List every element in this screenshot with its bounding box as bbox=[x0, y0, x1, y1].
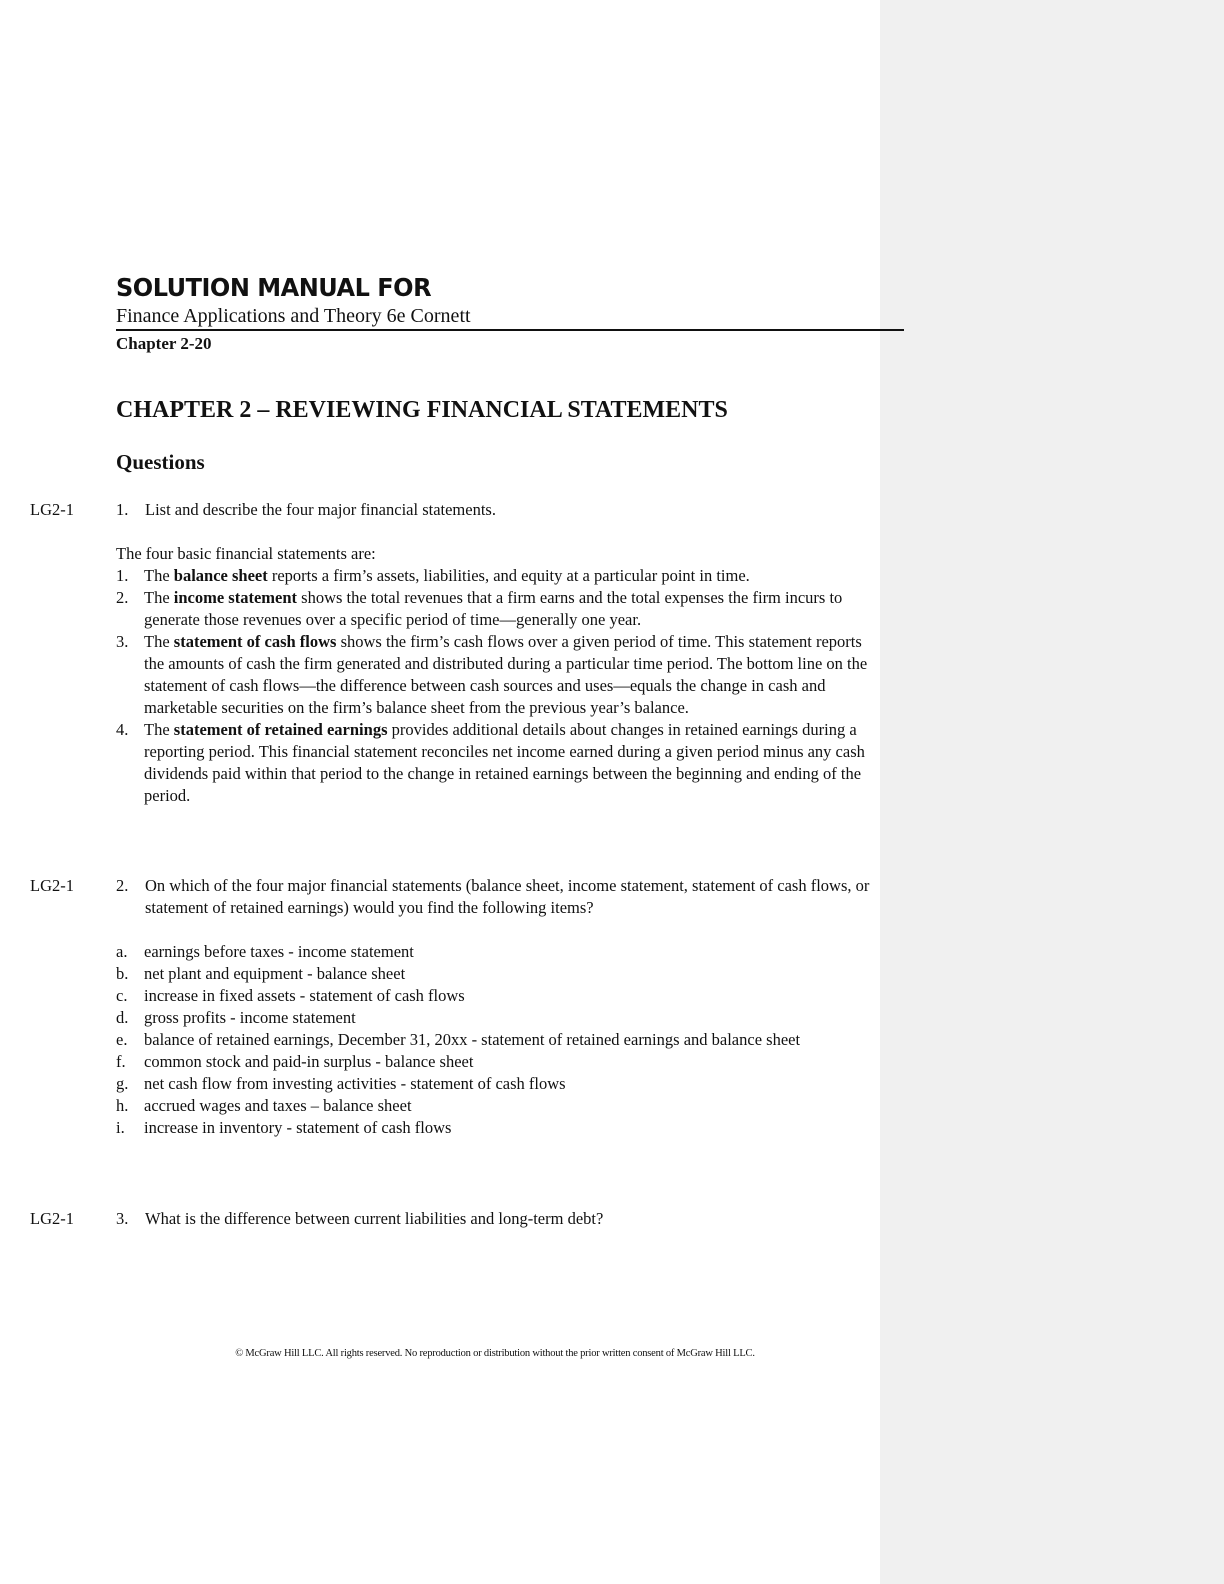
item-description: shows the firm’s cash flows over a given period of time. This statement reports the amounts of cash the firm generated and distributed during a particular time period. The bottom line on the statement of cash flows—the difference between cash sources and uses—equals the change in cash and marketable securities on the firm’s balance sheet from the previous year’s balance. bbox=[144, 632, 868, 717]
item-description: shows the total revenues that a firm earns and the total expenses the firm incurs to generate those revenues over a specific period of time—generally one year. bbox=[144, 588, 843, 629]
list-item bbox=[116, 631, 876, 719]
question-text: What is the difference between current liabilities and long-term debt? bbox=[145, 1209, 604, 1228]
list-item bbox=[116, 1051, 876, 1073]
item-text: common stock and paid-in surplus - balance sheet bbox=[144, 1052, 474, 1071]
term-income-statement: income statement bbox=[173, 588, 298, 607]
list-marker: b. bbox=[116, 964, 129, 983]
list-item bbox=[116, 1095, 876, 1117]
list-marker: i. bbox=[116, 1118, 125, 1137]
item-text: balance of retained earnings, December 31, 20xx - statement of retained earnings and balance sheet bbox=[144, 1030, 801, 1049]
copyright-footer: © McGraw Hill LLC. All rights reserved. No reproduction or distribution without the prior written consent of McGraw Hill LLC. bbox=[235, 1348, 755, 1359]
item-prefix: The bbox=[144, 566, 174, 585]
item-text: increase in fixed assets - statement of cash flows bbox=[144, 986, 465, 1005]
item-description: reports a firm’s assets, liabilities, and equity at a particular point in time. bbox=[267, 566, 750, 585]
answer-list bbox=[116, 941, 876, 1139]
item-prefix: The bbox=[144, 720, 174, 739]
item-text: accrued wages and taxes – balance sheet bbox=[144, 1096, 412, 1115]
list-item bbox=[116, 1029, 876, 1051]
answer-intro: The four basic financial statements are: bbox=[116, 544, 376, 563]
comment-pane bbox=[880, 0, 1224, 1584]
item-text: earnings before taxes - income statement bbox=[144, 942, 414, 961]
list-item bbox=[116, 1007, 876, 1029]
document-header bbox=[116, 272, 906, 328]
learning-goal-label: LG2-1 bbox=[30, 500, 74, 519]
learning-goal-label: LG2-1 bbox=[30, 1209, 74, 1228]
question-number: 3. bbox=[116, 1209, 129, 1228]
answer-list bbox=[116, 565, 876, 807]
item-prefix: The bbox=[144, 632, 174, 651]
list-marker: d. bbox=[116, 1008, 129, 1027]
learning-goal-label: LG2-1 bbox=[30, 876, 74, 895]
item-text: net plant and equipment - balance sheet bbox=[144, 964, 406, 983]
question-text: On which of the four major financial statements (balance sheet, income statement, statement of cash flows, or statement of retained earnings) would you find the following items? bbox=[145, 876, 870, 917]
item-text: net cash flow from investing activities - statement of cash flows bbox=[144, 1074, 566, 1093]
item-prefix: The bbox=[144, 588, 174, 607]
item-text: increase in inventory - statement of cash flows bbox=[144, 1118, 452, 1137]
question-text: List and describe the four major financial statements. bbox=[145, 500, 496, 519]
list-marker: 4. bbox=[116, 720, 129, 739]
list-marker: 3. bbox=[116, 632, 129, 651]
list-item bbox=[116, 719, 876, 807]
list-item bbox=[116, 985, 876, 1007]
book-title: Finance Applications and Theory 6e Cornett bbox=[116, 305, 471, 327]
answer-2 bbox=[116, 941, 876, 1139]
list-marker: 2. bbox=[116, 588, 129, 607]
list-marker: g. bbox=[116, 1074, 129, 1093]
list-item bbox=[116, 941, 876, 963]
list-marker: 1. bbox=[116, 566, 129, 585]
item-description: provides additional details about changes in retained earnings during a reporting period. This financial statement reconciles net income earned during a given period minus any cash dividends paid within that period to the change in retained earnings between the beginning and ending of the period. bbox=[144, 720, 865, 805]
chapter-heading: CHAPTER 2 – REVIEWING FINANCIAL STATEMENTS bbox=[116, 397, 728, 423]
item-text: gross profits - income statement bbox=[144, 1008, 356, 1027]
question-number: 1. bbox=[116, 500, 129, 519]
list-marker: f. bbox=[116, 1052, 126, 1071]
term-balance-sheet: balance sheet bbox=[173, 566, 268, 585]
manual-title: SOLUTION MANUAL FOR bbox=[116, 273, 432, 303]
term-statement-of-retained-earnings: statement of retained earnings bbox=[173, 720, 388, 739]
list-marker: h. bbox=[116, 1096, 129, 1115]
list-item bbox=[116, 1073, 876, 1095]
answer-1 bbox=[116, 543, 876, 807]
list-marker: e. bbox=[116, 1030, 128, 1049]
list-item bbox=[116, 1117, 876, 1139]
list-marker: a. bbox=[116, 942, 128, 961]
list-item bbox=[116, 565, 876, 587]
list-item bbox=[116, 963, 876, 985]
list-marker: c. bbox=[116, 986, 128, 1005]
section-heading: Questions bbox=[116, 450, 205, 474]
header-rule bbox=[116, 329, 904, 331]
chapter-range: Chapter 2-20 bbox=[116, 334, 212, 353]
question-number: 2. bbox=[116, 876, 129, 895]
term-statement-of-cash-flows: statement of cash flows bbox=[173, 632, 337, 651]
list-item bbox=[116, 587, 876, 631]
